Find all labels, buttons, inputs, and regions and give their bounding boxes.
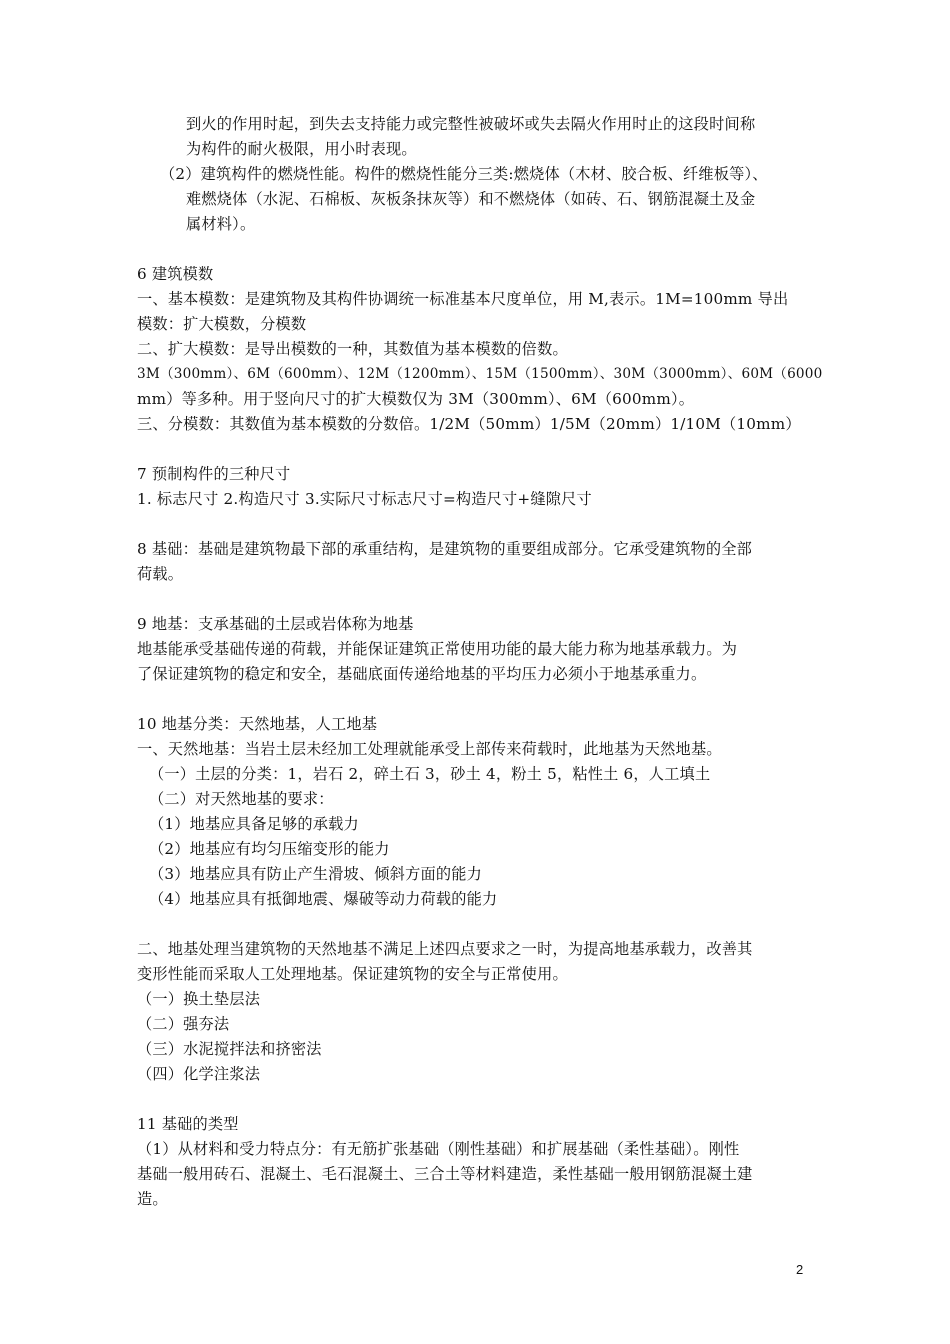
text-line: 二、地基处理当建筑物的天然地基不满足上述四点要求之一时，为提高地基承载力，改善其 [137, 940, 753, 958]
page-number: 2 [796, 1262, 804, 1277]
text-line: （3）地基应具有防止产生滑坡、倾斜方面的能力 [149, 865, 483, 883]
text-line: （一）换土垫层法 [137, 990, 261, 1008]
section-heading: 6 建筑模数 [137, 265, 214, 283]
text-line: 1. 标志尺寸 2.构造尺寸 3.实际尺寸标志尺寸=构造尺寸+缝隙尺寸 [137, 490, 592, 508]
text-line: （三）水泥搅拌法和挤密法 [137, 1040, 322, 1058]
text-line: 造。 [137, 1190, 168, 1208]
section-heading: 7 预制构件的三种尺寸 [137, 465, 291, 483]
text-line: （四）化学注浆法 [137, 1065, 261, 1083]
text-line: （1）地基应具备足够的承载力 [149, 815, 359, 833]
section-heading: 11 基础的类型 [137, 1115, 239, 1133]
text-line: （1）从材料和受力特点分：有无筋扩张基础（刚性基础）和扩展基础（柔性基础）。刚性 [137, 1140, 740, 1158]
text-line: mm）等多种。用于竖向尺寸的扩大模数仅为 3M（300mm）、6M（600mm）。 [137, 390, 695, 408]
text-line: 模数：扩大模数，分模数 [137, 315, 307, 333]
text-line: 变形性能而采取人工处理地基。保证建筑物的安全与正常使用。 [137, 965, 568, 983]
section-heading: 9 地基：支承基础的土层或岩体称为地基 [137, 615, 414, 633]
text-line: 为构件的耐火极限，用小时表现。 [186, 140, 417, 158]
section-heading: 8 基础：基础是建筑物最下部的承重结构，是建筑物的重要组成部分。它承受建筑物的全部 [137, 540, 753, 558]
text-line: 荷载。 [137, 565, 184, 583]
text-line: （4）地基应具有抵御地震、爆破等动力荷载的能力 [149, 890, 498, 908]
section-heading: 10 地基分类：天然地基，人工地基 [137, 715, 378, 733]
text-line: 基础一般用砖石、混凝土、毛石混凝土、三合土等材料建造，柔性基础一般用钢筋混凝土建 [137, 1165, 753, 1183]
text-line: （2）地基应有均匀压缩变形的能力 [149, 840, 390, 858]
text-line: （一）土层的分类：1，岩石 2，碎土石 3，砂土 4，粉土 5，粘性土 6，人工填土 [149, 765, 711, 783]
text-line: 一、基本模数：是建筑物及其构件协调统一标准基本尺度单位，用 M,表示。1M=100mm 导出 [137, 290, 789, 308]
text-line: 二、扩大模数：是导出模数的一种，其数值为基本模数的倍数。 [137, 340, 568, 358]
text-line: （二）强夯法 [137, 1015, 230, 1033]
text-line: （2）建筑构件的燃烧性能。构件的燃烧性能分三类:燃烧体（木材、胶合板、纤维板等）、 [160, 165, 768, 183]
text-line: 3M（300mm）、6M（600mm）、12M（1200mm）、15M（1500mm）、30M（3000mm）、60M（6000 [137, 366, 823, 382]
text-line: 难燃烧体（水泥、石棉板、灰板条抹灰等）和不燃烧体（如砖、石、钢筋混凝土及金 [186, 190, 756, 208]
text-line: 属材料）。 [186, 215, 256, 233]
text-line: （二）对天然地基的要求： [149, 790, 334, 808]
text-line: 一、天然地基：当岩土层未经加工处理就能承受上部传来荷载时，此地基为天然地基。 [137, 740, 722, 758]
text-line: 三、分模数：其数值为基本模数的分数倍。1/2M（50mm）1/5M（20mm）1/10M（10mm） [137, 415, 801, 433]
text-line: 地基能承受基础传递的荷载，并能保证建筑正常使用功能的最大能力称为地基承载力。为 [137, 640, 738, 658]
text-line: 了保证建筑物的稳定和安全，基础底面传递给地基的平均压力必须小于地基承重力。 [137, 665, 707, 683]
text-line: 到火的作用时起，到失去支持能力或完整性被破坏或失去隔火作用时止的这段时间称 [186, 115, 756, 133]
